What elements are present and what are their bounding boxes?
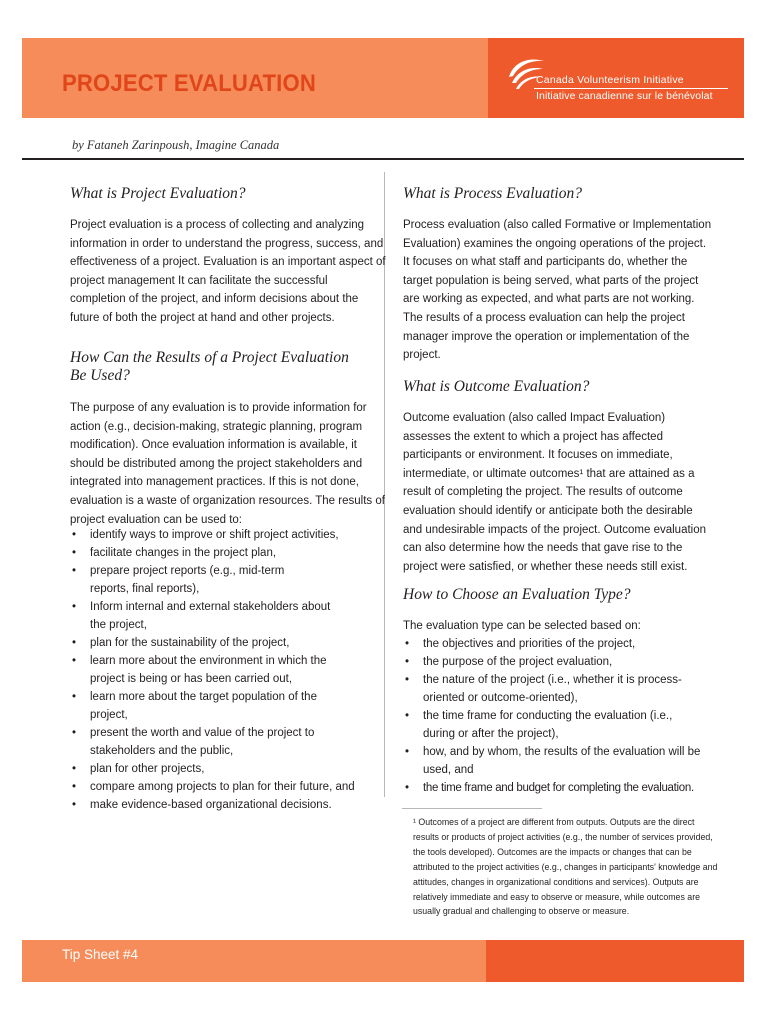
byline: by Fataneh Zarinpoush, Imagine Canada (72, 138, 280, 152)
list-item: • present the worth and value of the project to stakeholders and the public, (70, 724, 346, 760)
heading-what-is-project-evaluation: What is Project Evaluation? (70, 185, 246, 202)
heading-outcome-evaluation: What is Outcome Evaluation? (403, 378, 590, 395)
logo-divider (534, 88, 728, 89)
list-item: • the nature of the project (i.e., whether it is process-oriented or outcome-oriented), (403, 671, 705, 707)
footnote-rule (402, 808, 542, 809)
paragraph-process-evaluation: Process evaluation (also called Formative or Implementation Evaluation) examines the ongoing operations of the project. It focuses on what staff and participants do, whether the target population is being served, what parts of the project are working as expected, and what parts are not working. The results of a process evaluation can help the project manager improve the operation or implementation of the project. (403, 219, 712, 362)
page-title: PROJECT EVALUATION (62, 70, 316, 97)
header-rule (22, 158, 744, 160)
evaluation-type-criteria-list (403, 635, 715, 797)
list-item: • identify ways to improve or shift project activities, (70, 526, 370, 544)
heading-process-evaluation: What is Process Evaluation? (403, 185, 582, 202)
paragraph-results-used: The purpose of any evaluation is to provide information for action (e.g., decision-making, strategic planning, program modification). Once evaluation information is available, it should be distributed among the project stakeholders and integrated into management practices. If this is not done, evaluation is a waste of organization resources. The results of project evaluation can be used to: (70, 402, 385, 526)
list-item: • Inform internal and external stakeholders about the project, (70, 598, 332, 634)
list-item: • facilitate changes in the project plan, (70, 544, 370, 562)
list-item: • the objectives and priorities of the project, (403, 635, 715, 653)
list-item: • the time frame for conducting the evaluation (i.e., during or after the project), (403, 707, 685, 743)
list-item: • prepare project reports (e.g., mid-term reports, final reports), (70, 562, 312, 598)
list-item: • the purpose of the project evaluation, (403, 653, 715, 671)
logo-english-text: Canada Volunteerism Initiative (536, 74, 684, 86)
list-item: • plan for other projects, (70, 760, 370, 778)
footer-band-right (486, 940, 744, 982)
heading-choose-evaluation-type: How to Choose an Evaluation Type? (403, 586, 631, 603)
list-item: • learn more about the target population of the project, (70, 688, 346, 724)
list-item: • plan for the sustainability of the project, (70, 634, 370, 652)
heading-results-used: How Can the Results of a Project Evaluation Be Used? (70, 349, 349, 384)
list-item: • make evidence-based organizational decisions. (70, 796, 370, 814)
paragraph-project-evaluation: Project evaluation is a process of collecting and analyzing information in order to understand the progress, success, and effectiveness of a project. Evaluation is an important aspect of project management It can facilitate the successful completion of the project, and inform decisions about the future of both the project at hand and other projects. (70, 219, 386, 324)
list-item: • how, and by whom, the results of the evaluation will be used, and (403, 743, 715, 779)
footnote: ¹ Outcomes of a project are different from outputs. Outputs are the direct results or products of project activities (e.g., the number of services provided, the tools developed). Outcomes are the impacts or changes that can be attributed to the project activities (e.g., changes in participants' knowledge and attitudes, changes in organizational conditions and services). Outputs are relatively immediate and easy to observe or measure, while outcomes are usually gradual and challenging to observe or measure. (413, 817, 718, 917)
logo-french-text: Initiative canadienne sur le bénévolat (536, 90, 713, 102)
list-item: • the time frame and budget for completing the evaluation. (403, 779, 715, 797)
tip-sheet-label: Tip Sheet #4 (62, 947, 139, 962)
results-use-list (70, 526, 370, 814)
list-item: • compare among projects to plan for their future, and (70, 778, 370, 796)
paragraph-choose-intro: The evaluation type can be selected based on: (403, 620, 641, 632)
paragraph-outcome-evaluation: Outcome evaluation (also called Impact Evaluation) assesses the extent to which a project has affected participants or environment. It focuses on immediate, intermediate, or ultimate outcomes¹ that are attained as a result of completing the project. The results of outcome evaluation should identify or anticipate both the desirable and undesirable impacts of the project. Outcome evaluation can also determine how the needs that gave rise to the project were satisfied, or whether these needs still exist. (403, 412, 707, 573)
list-item: • learn more about the environment in which the project is being or has been carried out, (70, 652, 358, 688)
